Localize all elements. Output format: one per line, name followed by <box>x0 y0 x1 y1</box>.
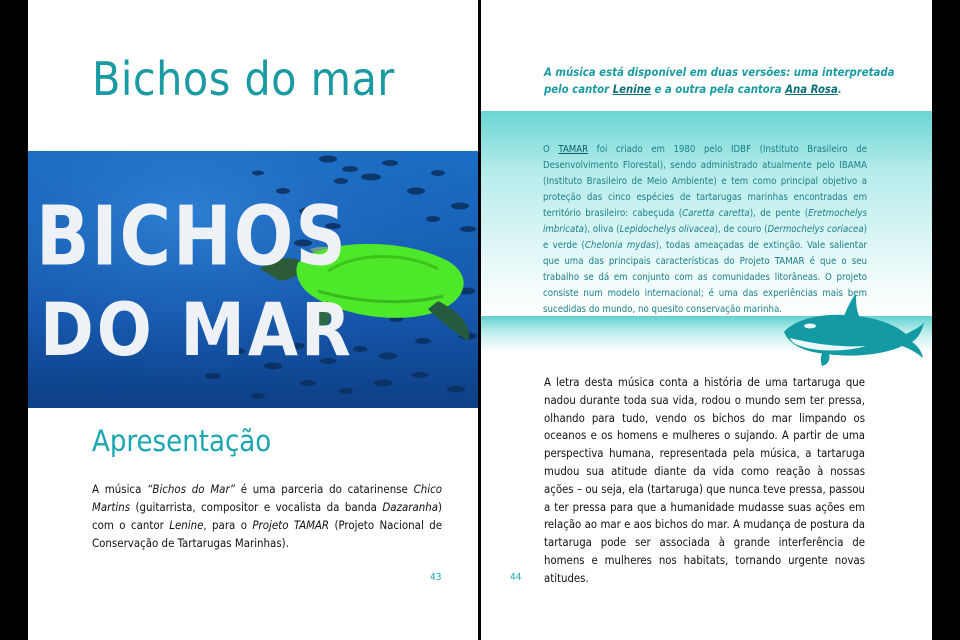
orca-icon <box>776 292 926 366</box>
intro-paragraph: A música “Bichos do Mar” é uma parceria do catarinense Chico Martins (guitarrista, compositor e vocalista da banda Dazaranha) com o cantor Lenine, para o Projeto TAMAR (Projeto Nacional de Conservação de Tartarugas Marinhas). <box>92 482 443 550</box>
versions-note: A música está disponível em duas versões: uma interpretada pelo cantor Lenine e a outra pela cantora Ana Rosa. <box>544 66 895 96</box>
page-number: 43 <box>430 572 442 583</box>
singer-link: Lenine <box>612 83 651 96</box>
page-title: Bichos do mar <box>92 52 395 106</box>
page-number: 44 <box>510 572 522 583</box>
svg-text:BICHOS: BICHOS <box>36 188 348 284</box>
singer-link: Ana Rosa <box>785 83 838 96</box>
left-page <box>28 0 478 640</box>
svg-text:DO MAR: DO MAR <box>40 287 354 374</box>
tamar-paragraph: O TAMAR foi criado em 1980 pelo IDBF (Instituto Brasileiro de Desenvolvimento Florestal), sendo administrado atualmente pelo IBAMA (Instituto Brasileiro de Meio Ambiente) e tem como principal objetivo a proteção das cinco espécies de tartarugas marinhas encontradas em território brasileiro: cabeçuda (Caretta caretta), de pente (Eretmochelys imbricata), oliva (Lepidochelys olivacea), de couro (Dermochelys coriacea) e verde (Chelonia mydas), todas ameaçadas de extinção. Vale salientar que uma das principais características do Projeto TAMAR é que o seu trabalho se dá em conjunto com as comunidades litorâneas. O projeto consiste num modelo internacional; é uma das experiências mais bem sucedidas do mundo, no quesito conservação marinha. <box>543 144 868 315</box>
right-page <box>481 0 932 640</box>
story-paragraph: A letra desta música conta a história de uma tartaruga que nadou durante toda sua vida, rodou o mundo sem ter pressa, olhando para tudo, vendo os bichos do mar limpando os oceanos e os homens e mulheres o sujando. A partir de uma perspectiva humana, representada pela música, a tartaruga mudou sua atitude diante da vida como reação à nossas ações – ou seja, ela (tartaruga) que nunca teve pressa, passou a ter pressa para que a humanidade mudasse suas ações em relação ao mar e aos bichos do mar. A mudança de postura da tartaruga pode ser associada à grande interferência de homens e mulheres nos habitats, tornando urgente novas atitudes. <box>544 376 865 585</box>
cover-image <box>28 151 478 408</box>
section-heading: Apresentação <box>92 424 272 458</box>
cover-title <box>36 189 354 374</box>
